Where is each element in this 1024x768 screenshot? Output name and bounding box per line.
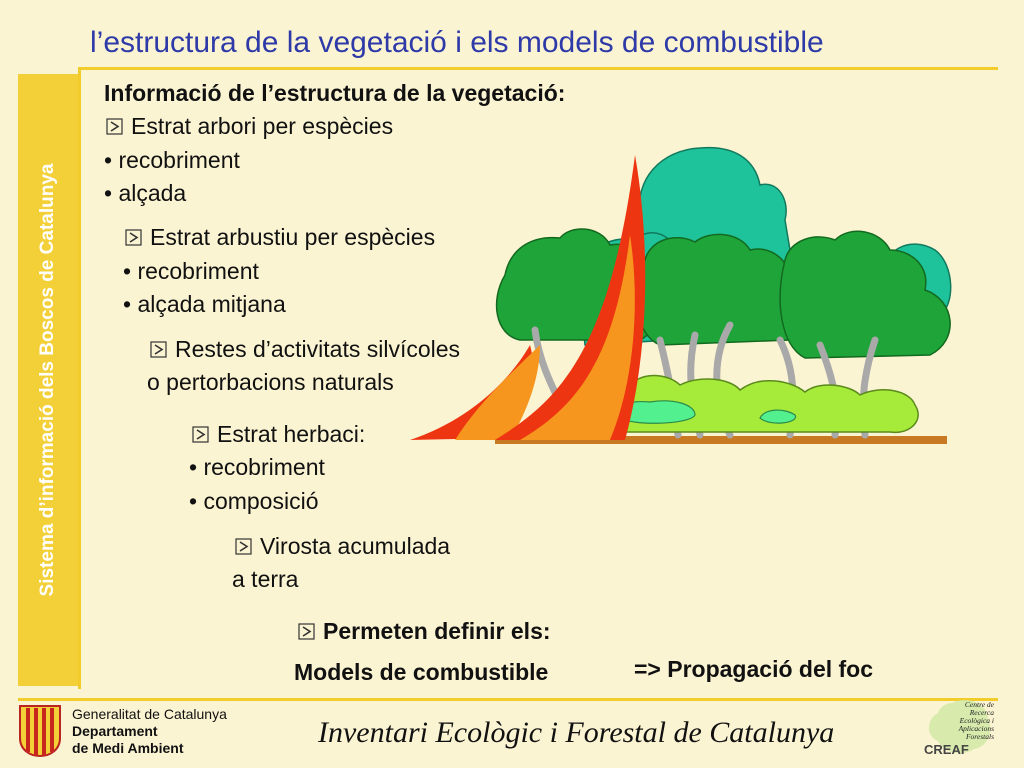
structure-heading: Informació de l’estructura de la vegetació: — [104, 80, 566, 106]
litter-label: Virosta acumulada — [260, 533, 451, 559]
bullet-arrow-icon — [235, 538, 252, 555]
residues-item — [150, 338, 460, 361]
bullet-arrow-icon — [150, 341, 167, 358]
creaf-text — [930, 701, 994, 741]
creaf-text-line: Forestals — [965, 732, 994, 741]
residues-label: Restes d’activitats silvícoles — [175, 336, 461, 362]
page-title: l’estructura de la vegetació i els models de combustible — [90, 26, 824, 59]
conclusion-item — [298, 620, 551, 643]
conclusion-label: Permeten definir els: — [323, 618, 551, 644]
bullet-arrow-icon — [125, 229, 142, 246]
sidebar-title: Sistema d’informació dels Boscos de Catalunya — [37, 163, 58, 597]
fire-propagation-text: => Propagació del foc — [634, 656, 874, 682]
shrub-layer-item — [125, 226, 435, 249]
left-divider — [78, 67, 81, 689]
residues-line2: o pertorbacions naturals — [147, 369, 394, 395]
litter-line2: a terra — [232, 566, 299, 592]
department-line2: de Medi Ambient — [72, 740, 184, 756]
creaf-name: CREAF — [924, 742, 969, 757]
creaf-text-line: Ecològica i — [959, 716, 994, 725]
herb-layer-item — [192, 423, 365, 446]
herb-layer-bullet: • composició — [189, 488, 319, 514]
generalitat-department — [72, 706, 227, 757]
tree-layer-label: Estrat arbori per espècies — [131, 113, 394, 139]
bottom-divider — [18, 698, 998, 701]
creaf-text-line: Aplicacions — [958, 724, 994, 733]
generalitat-shield-icon — [18, 704, 62, 758]
tree-layer-item — [106, 115, 393, 138]
shrub-layer-bullet: • alçada mitjana — [123, 291, 286, 317]
department-line1: Departament — [72, 723, 158, 739]
bullet-arrow-icon — [192, 426, 209, 443]
litter-item — [235, 535, 450, 558]
shrub-layer-label: Estrat arbustiu per espècies — [150, 224, 436, 250]
creaf-text-line: Centre de — [964, 700, 994, 709]
inventory-title: Inventari Ecològic i Forestal de Catalunya — [318, 716, 835, 749]
generalitat-name: Generalitat de Catalunya — [72, 706, 227, 722]
tree-layer-bullet: • recobriment — [104, 147, 240, 173]
creaf-logo-icon — [922, 697, 994, 761]
herb-layer-label: Estrat herbaci: — [217, 421, 366, 447]
herb-layer-bullet: • recobriment — [189, 454, 325, 480]
bullet-arrow-icon — [298, 623, 315, 640]
tree-layer-bullet: • alçada — [104, 180, 187, 206]
creaf-text-line: Recerca — [969, 708, 994, 717]
bullet-arrow-icon — [106, 118, 123, 135]
shrub-layer-bullet: • recobriment — [123, 258, 259, 284]
top-divider — [78, 67, 998, 70]
sidebar — [18, 74, 78, 686]
fuel-models-text: Models de combustible — [294, 659, 549, 685]
vegetation-fire-illustration — [410, 140, 970, 450]
herb-patch — [760, 410, 796, 423]
